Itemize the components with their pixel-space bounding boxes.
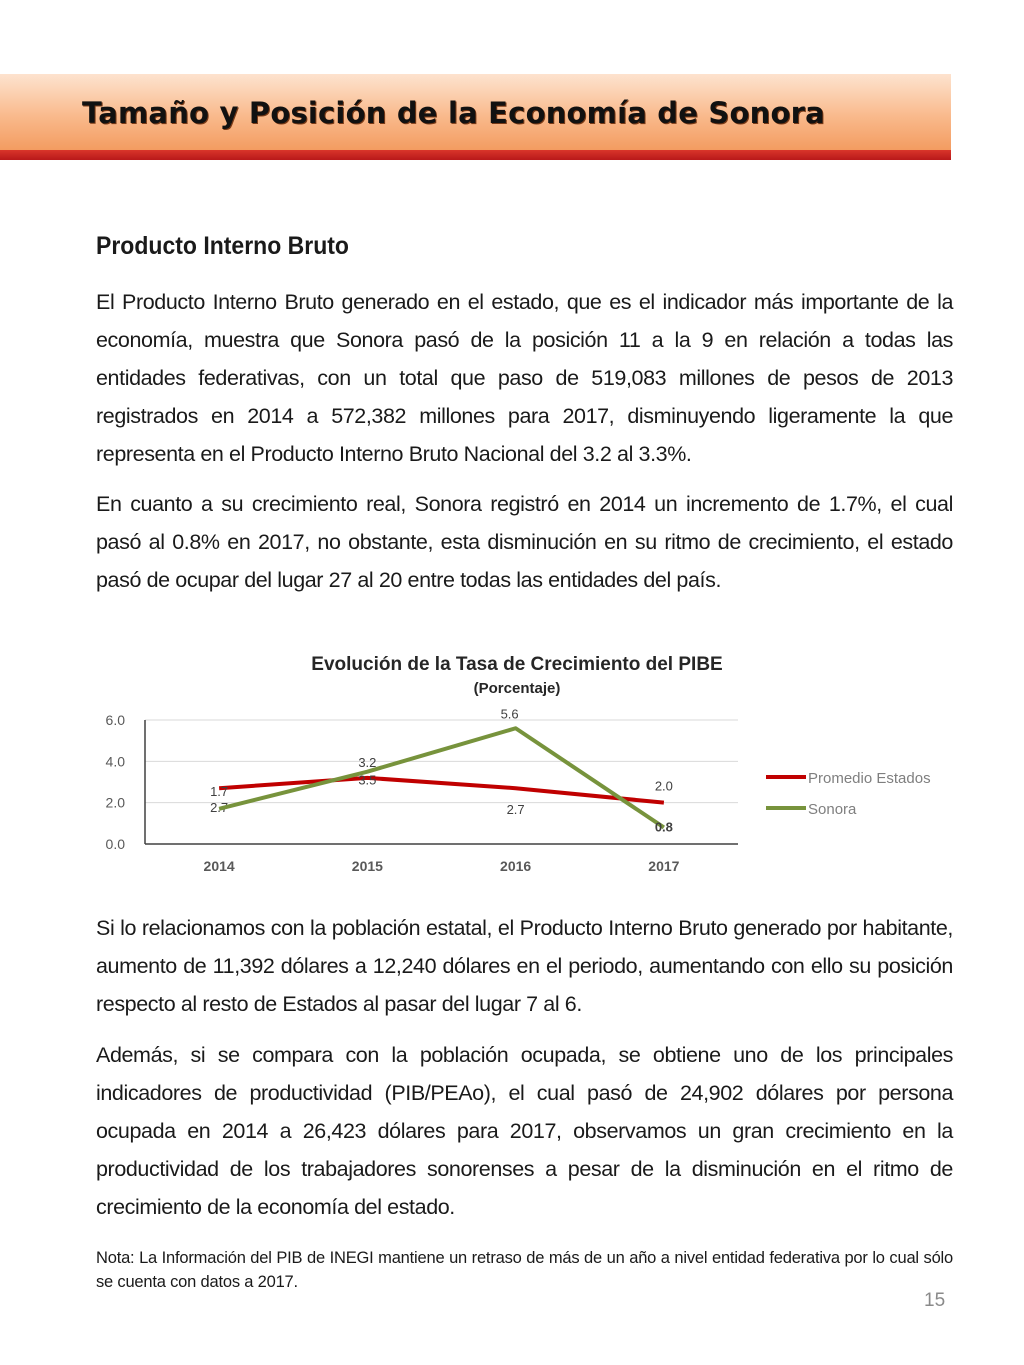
chart-subtitle: (Porcentaje) xyxy=(473,680,561,697)
paragraph-pib-position: El Producto Interno Bruto generado en el estado, que es el indicador más importante de la economía, muestra que Sonora pasó de la posición 11 a la 9 en relación a todas las entidades federativas, con un total que paso de 519,083 millones de pesos de 2013 registrados en 2014 a 572,382 millones para 2017, disminuyendo ligeramente la que representa en el Producto Interno Bruto Nacional del 3.2 al 3.3%. xyxy=(96,290,953,466)
growth-line-chart xyxy=(90,642,950,882)
data-label: 3.2 xyxy=(358,754,377,770)
y-tick-label: 0.0 xyxy=(105,836,125,852)
x-tick-label: 2014 xyxy=(203,858,235,874)
data-label: 2.7 xyxy=(210,800,229,816)
page-number: 15 xyxy=(924,1290,946,1311)
data-label: 2.0 xyxy=(654,778,673,794)
page-title: Tamaño y Posición de la Economía de Sonora xyxy=(82,96,825,130)
paragraph-productivity: Además, si se compara con la población ocupada, se obtiene uno de los principales indicadores de productividad (PIB/PEAo), el cual pasó de 24,902 dólares por persona ocupada en 2014 a 26,423 dólares para 2017, observamos un gran crecimiento en la productividad de los trabajadores sonorenses a pesar de la disminución en el ritmo de crecimiento de la economía del estado. xyxy=(96,1043,953,1219)
footnote: Nota: La Información del PIB de INEGI mantiene un retraso de más de un año a nivel entidad federativa por lo cual sólo se cuenta con datos a 2017. xyxy=(96,1249,953,1291)
header-stripe xyxy=(0,150,951,160)
y-tick-label: 4.0 xyxy=(105,753,125,770)
x-tick-label: 2017 xyxy=(648,858,680,874)
legend-label: Promedio Estados xyxy=(808,770,931,787)
data-label: 2.7 xyxy=(506,802,525,818)
data-label: 0.8 xyxy=(654,819,673,835)
paragraph-real-growth: En cuanto a su crecimiento real, Sonora registró en 2014 un incremento de 1.7%, el cual pasó al 0.8% en 2017, no obstante, esta disminución en su ritmo de crecimiento, el estado pasó de ocupar del lugar 27 al 20 entre todas las entidades del país. xyxy=(96,492,953,592)
series-line-sonora xyxy=(219,728,664,827)
section-title: Producto Interno Bruto xyxy=(96,232,349,260)
paragraph-per-capita: Si lo relacionamos con la población estatal, el Producto Interno Bruto generado por habitante, aumento de 11,392 dólares a 12,240 dólares en el periodo, aumentando con ello su posición respecto al resto de Estados al pasar del lugar 7 al 6. xyxy=(96,916,953,1016)
legend-label: Sonora xyxy=(808,801,857,818)
y-tick-label: 6.0 xyxy=(105,712,125,728)
data-label: 1.7 xyxy=(210,783,229,799)
y-tick-label: 2.0 xyxy=(105,794,125,811)
x-tick-label: 2016 xyxy=(500,858,532,874)
data-label: 3.5 xyxy=(358,772,377,788)
data-label: 5.6 xyxy=(500,706,519,722)
chart-title: Evolución de la Tasa de Crecimiento del PIBE xyxy=(311,654,723,675)
x-tick-label: 2015 xyxy=(351,858,383,874)
